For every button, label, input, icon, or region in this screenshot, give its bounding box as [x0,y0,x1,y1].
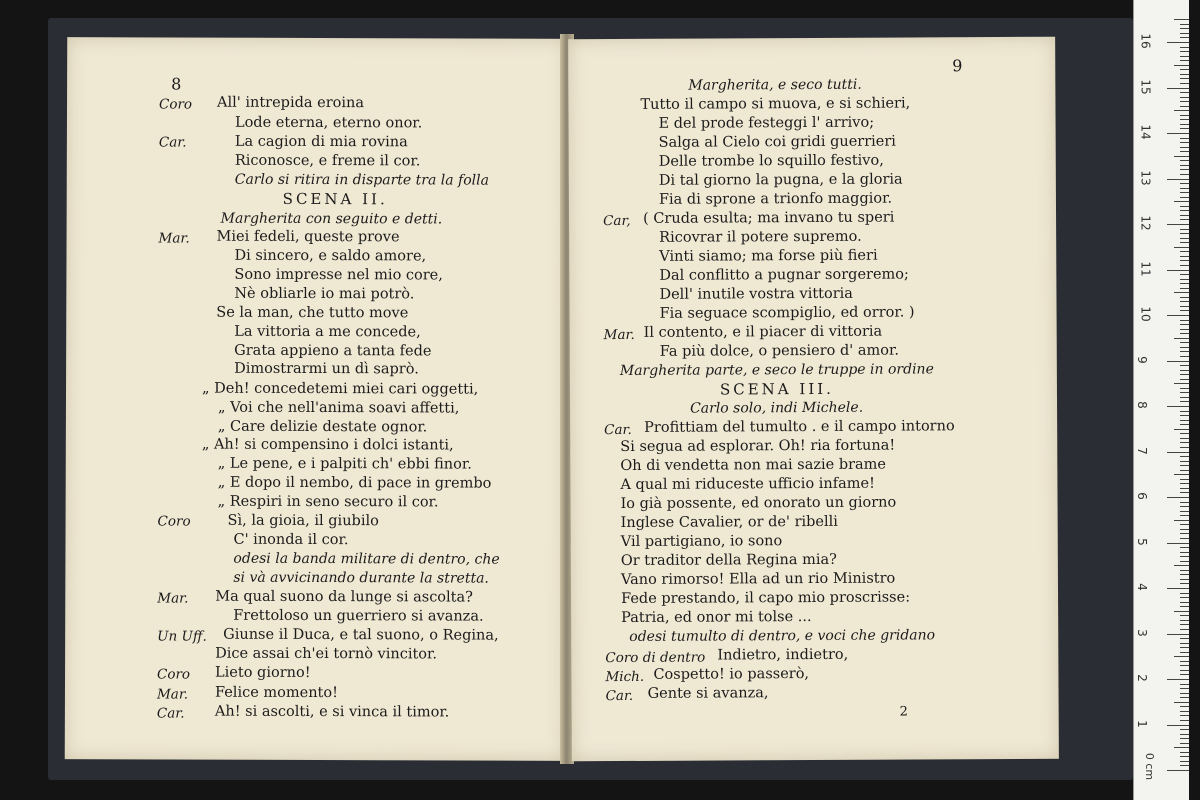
verse-line: Giunse il Duca, e tal suono, o Regina, [223,626,499,644]
ruler-tick [1180,670,1189,671]
ruler-tick [1180,511,1189,512]
ruler-tick [1180,647,1189,648]
ruler-tick [1180,538,1189,539]
ruler-tick [1174,247,1189,248]
ruler-tick [1180,461,1189,462]
ruler-tick [1174,611,1189,612]
verse-line: La cagion di mia rovina [234,133,408,151]
ruler-tick [1180,606,1189,607]
verse-line: All' intrepida eroina [217,94,365,112]
ruler-number: 8 [1134,401,1149,409]
ruler-tick [1180,242,1189,243]
ruler-tick [1180,506,1189,507]
measurement-ruler [1133,0,1189,800]
ruler-tick [1180,597,1189,598]
verse-line: Salga al Cielo coi gridi guerrieri [658,133,896,151]
verse-line: „ Ah! si compensino i dolci istanti, [201,436,454,454]
ruler-tick [1174,292,1189,293]
verse-line: Miei fedeli, queste prove [216,228,400,246]
ruler-unit-label: 0 cm [1143,752,1157,781]
ruler-tick [1180,256,1189,257]
ruler-tick [1174,201,1189,202]
verse-line: „ Voi che nell'anima soavi affetti, [217,399,460,417]
ruler-tick [1180,160,1189,161]
ruler-tick [1180,169,1189,170]
ruler-tick [1174,429,1189,430]
ruler-tick [1180,370,1189,371]
speaker: Mar. [603,326,635,344]
speaker: Car. [158,134,187,151]
ruler-tick [1167,315,1189,316]
ruler-tick [1180,24,1189,25]
verse-line: Frettoloso un guerriero si avanza. [233,607,484,625]
verse-line: Lieto giorno! [215,664,311,681]
verse-line: Dell' inutile vostra vittoria [659,285,853,303]
ruler-tick [1180,233,1189,234]
verse-line: Il contento, e il piacer di vittoria [643,323,883,341]
ruler-tick [1180,420,1189,421]
speaker: Coro [158,96,193,113]
ruler-tick [1180,738,1189,739]
ruler-tick [1167,679,1189,680]
ruler-tick [1180,479,1189,480]
ruler-tick [1180,638,1189,639]
ruler-tick [1180,456,1189,457]
ruler-tick [1180,533,1189,534]
verse-line: ( Cruda esulta; ma invano tu speri [643,209,895,227]
ruler-tick [1180,388,1189,389]
ruler-tick [1180,92,1189,93]
ruler-tick [1174,383,1189,384]
verse-line: Sono impresse nel mio core, [234,266,443,284]
speaker: Car, [603,212,631,230]
ruler-tick [1180,624,1189,625]
ruler-tick [1180,397,1189,398]
ruler-tick [1180,347,1189,348]
ruler-tick [1180,492,1189,493]
ruler-tick [1180,392,1189,393]
page-number-right: 9 [952,56,963,76]
ruler-tick [1174,110,1189,111]
ruler-tick [1180,643,1189,644]
ruler-tick [1174,338,1189,339]
ruler-tick [1180,219,1189,220]
ruler-tick [1180,351,1189,352]
speaker: Coro [157,513,191,530]
ruler-tick [1180,229,1189,230]
ruler-tick [1180,238,1189,239]
ruler-number: 7 [1134,446,1149,455]
ruler-tick [1180,465,1189,466]
ruler-tick [1180,365,1189,366]
ruler-tick [1180,51,1189,52]
verse-line: „ Deh! concedetemi miei cari oggetti, [202,380,479,398]
speaker: Car. [604,421,632,439]
ruler-tick [1180,424,1189,425]
ruler-tick [1167,42,1189,43]
ruler-tick [1167,497,1189,498]
ruler-number: 14 [1138,124,1153,140]
ruler-tick [1180,174,1189,175]
ruler-tick [1180,556,1189,557]
scene-heading: SCENA III. [719,379,834,399]
verse-line: Sì, la gioia, il giubilo [227,512,379,530]
ruler-tick [1180,706,1189,707]
page-number-left: 8 [171,74,182,94]
stage-direction: odesi tumulto di dentro, e voci che gridano [629,627,936,645]
ruler-tick [1180,183,1189,184]
verse-line: Dimostrarmi un dì saprò. [234,360,419,378]
ruler-number: 5 [1134,537,1149,546]
verse-line: Fa più dolce, o pensiero d' amor. [659,342,899,360]
ruler-tick [1180,356,1189,357]
ruler-tick [1180,138,1189,139]
speaker: Mar. [158,230,190,247]
ruler-tick [1180,570,1189,571]
verse-line: E del prode festeggi l' arrivo; [658,114,875,132]
ruler-tick [1180,438,1189,439]
verse-line: Patria, ed onor mi tolse ... [621,609,812,627]
ruler-tick [1180,502,1189,503]
ruler-tick [1180,552,1189,553]
verse-line: Se la man, che tutto move [216,304,409,322]
speaker: Mich. [605,668,645,686]
ruler-tick [1180,729,1189,730]
ruler-tick [1180,711,1189,712]
scene-heading: SCENA II. [282,189,388,209]
ruler-tick [1180,320,1189,321]
ruler-tick [1180,274,1189,275]
stage-direction: Carlo si ritira in disparte tra la folla [234,171,490,189]
ruler-tick [1180,470,1189,471]
verse-line: Di tal giorno la pugna, e la gloria [658,171,903,189]
ruler-number: 2 [1134,674,1149,682]
ruler-tick [1174,474,1189,475]
ruler-number: 6 [1134,492,1149,500]
ruler-tick [1167,634,1189,635]
verse-line: Io già possente, ed onorato un giorno [620,494,897,513]
ruler-tick [1180,593,1189,594]
ruler-tick [1180,715,1189,716]
ruler-tick [1180,693,1189,694]
ruler-tick [1180,74,1189,75]
verse-line: Fia di sprone a trionfo maggior. [658,190,893,208]
ruler-tick [1180,301,1189,302]
ruler-tick [1174,747,1189,748]
ruler-tick [1174,19,1189,20]
ruler-tick [1180,56,1189,57]
verse-line: Inglese Cavalier, or de' ribelli [620,513,838,532]
verse-line: „ Care delizie destate ognor. [217,418,428,436]
ruler-tick [1174,656,1189,657]
ruler-tick [1180,688,1189,689]
ruler-tick [1180,37,1189,38]
ruler-tick [1180,411,1189,412]
ruler-tick [1180,197,1189,198]
ruler-tick [1174,565,1189,566]
ruler-number: 9 [1134,355,1149,364]
ruler-tick [1167,179,1189,180]
ruler-tick [1180,165,1189,166]
ruler-number: 15 [1138,78,1153,95]
ruler-tick [1180,561,1189,562]
ruler-tick [1180,442,1189,443]
ruler-tick [1167,770,1189,771]
ruler-tick [1180,83,1189,84]
speaker: Coro [157,666,191,683]
ruler-tick [1180,60,1189,61]
ruler-tick [1180,483,1189,484]
ruler-tick [1180,342,1189,343]
verse-line: Gente si avanza, [647,685,769,702]
ruler-tick [1167,543,1189,544]
ruler-tick [1180,106,1189,107]
verse-line: Vil partigiano, io sono [620,533,783,551]
ruler-tick [1167,224,1189,225]
ruler-tick [1180,752,1189,753]
ruler-tick [1180,260,1189,261]
ruler-tick [1180,488,1189,489]
right-page [568,37,1059,762]
ruler-number: 12 [1138,215,1153,231]
speaker: Coro di dentro [605,649,706,667]
verse-line: Vinti siamo; ma forse più fieri [659,247,878,265]
verse-line: Grata appieno a tanta fede [234,342,432,360]
ruler-tick [1180,674,1189,675]
speaker: Un Uff. [157,628,207,645]
ruler-tick [1180,602,1189,603]
ruler-tick [1180,128,1189,129]
ruler-tick [1180,147,1189,148]
ruler-tick [1180,756,1189,757]
ruler-tick [1180,215,1189,216]
ruler-tick [1180,379,1189,380]
ruler-tick [1174,156,1189,157]
stage-direction: odesi la banda militare di dentro, che [233,550,500,568]
ruler-tick [1180,306,1189,307]
ruler-tick [1180,78,1189,79]
verse-line: Tutto il campo si muova, e si schieri, [640,95,911,113]
speaker: Car. [605,687,634,705]
stage-direction: Margherita, e seco tutti. [688,76,862,94]
ruler-tick [1180,283,1189,284]
ruler-tick [1180,33,1189,34]
ruler-tick [1180,529,1189,530]
ruler-tick [1180,279,1189,280]
stage-direction: Carlo solo, indi Michele. [690,399,864,417]
verse-line: Fia seguace scompiglio, ed orror. ) [659,304,915,322]
verse-line: Indietro, indietro, [717,646,849,664]
verse-line: Ah! si ascolti, e si vinca il timor. [214,703,450,721]
ruler-tick [1180,583,1189,584]
ruler-tick [1167,133,1189,134]
ruler-tick [1180,447,1189,448]
verse-line: Fede prestando, il capo mio proscrisse: [621,589,911,608]
ruler-tick [1180,251,1189,252]
ruler-tick [1180,124,1189,125]
ruler-tick [1180,69,1189,70]
ruler-tick [1167,725,1189,726]
ruler-tick [1167,361,1189,362]
stage-direction: si và avvicinando durante la stretta. [233,569,489,587]
ruler-tick [1180,192,1189,193]
speaker: Mar. [157,590,189,607]
ruler-tick [1180,288,1189,289]
speaker: Mar. [156,686,189,703]
ruler-number: 3 [1134,628,1149,637]
ruler-tick [1180,574,1189,575]
ruler-tick [1180,324,1189,325]
ruler-tick [1180,329,1189,330]
ruler-number: 16 [1138,33,1153,49]
verse-line: Di sincero, e saldo amore, [234,247,427,265]
ruler-tick [1180,297,1189,298]
ruler-tick [1167,406,1189,407]
ruler-tick [1180,210,1189,211]
stage-direction: Margherita con seguito e detti. [220,210,443,228]
ruler-number: 10 [1138,306,1153,322]
stage-direction: Margherita parte, e seco le truppe in ordine [619,361,934,380]
verse-line: Cospetto! io passerò, [653,666,810,683]
ruler-tick [1167,452,1189,453]
ruler-tick [1180,697,1189,698]
ruler-tick [1180,28,1189,29]
ruler-tick [1180,579,1189,580]
verse-line: C' inonda il cor. [233,531,349,549]
ruler-number: 1 [1134,719,1149,728]
ruler-tick [1180,115,1189,116]
ruler-tick [1180,333,1189,334]
ruler-tick [1180,652,1189,653]
ruler-tick [1180,151,1189,152]
ruler-number: 4 [1134,583,1149,591]
verse-line: Dice assai ch'ei tornò vincitor. [215,645,438,663]
verse-line: Felice momento! [214,684,338,702]
ruler-tick [1180,265,1189,266]
verse-line: Dal conflitto a pugnar sorgeremo; [659,266,909,284]
ruler-tick [1180,524,1189,525]
ruler-tick [1180,661,1189,662]
ruler-tick [1180,310,1189,311]
verse-line: Profittiam del tumulto . e il campo intorno [644,418,955,436]
ruler-tick [1180,720,1189,721]
ruler-tick [1180,374,1189,375]
ruler-tick [1180,684,1189,685]
ruler-tick [1180,615,1189,616]
ruler-tick [1174,702,1189,703]
ruler-tick [1180,206,1189,207]
left-page [65,37,568,761]
ruler-tick [1180,547,1189,548]
signature-mark: 2 [899,704,908,720]
verse-line: „ Le pene, e i palpiti ch' ebbi finor. [217,455,472,473]
ruler-tick [1180,401,1189,402]
ruler-tick [1180,101,1189,102]
ruler-tick [1180,97,1189,98]
ruler-tick [1180,515,1189,516]
verse-line: Ricovrar il potere supremo. [659,228,862,246]
ruler-tick [1174,65,1189,66]
ruler-tick [1180,734,1189,735]
verse-line: Nè obliarle io mai potrò. [234,285,415,303]
ruler-tick [1180,743,1189,744]
verse-line: „ Respiri in seno securo il cor. [217,493,439,511]
speaker: Car. [156,705,185,722]
ruler-tick [1180,629,1189,630]
verse-line: La vittoria a me concede, [234,323,421,341]
verse-line: Delle trombe lo squillo festivo, [658,152,884,170]
verse-line: Ma qual suono da lunge si ascolta? [215,588,473,606]
ruler-tick [1180,620,1189,621]
ruler-tick [1167,588,1189,589]
ruler-tick [1180,765,1189,766]
ruler-tick [1180,761,1189,762]
verse-line: Vano rimorso! Ella ad un rio Ministro [620,570,896,589]
ruler-tick [1180,415,1189,416]
verse-line: Or traditor della Regina mia? [620,551,837,570]
ruler-tick [1180,433,1189,434]
verse-line: Oh di vendetta non mai sazie brame [620,456,887,475]
verse-line: „ E dopo il nembo, di pace in grembo [217,474,492,492]
ruler-number: 11 [1138,260,1153,277]
ruler-tick [1180,119,1189,120]
ruler-tick [1174,520,1189,521]
ruler-tick [1180,47,1189,48]
ruler-tick [1167,88,1189,89]
verse-line: Lode eterna, eterno onor. [234,114,423,132]
ruler-tick [1180,142,1189,143]
verse-line: Riconosce, e freme il cor. [234,152,421,170]
ruler-tick [1180,665,1189,666]
verse-line: Si segua ad esplorar. Oh! ria fortuna! [620,437,896,456]
ruler-number: 13 [1138,169,1153,186]
ruler-tick [1167,270,1189,271]
ruler-tick [1180,188,1189,189]
verse-line: A qual mi riduceste ufficio infame! [620,475,875,494]
